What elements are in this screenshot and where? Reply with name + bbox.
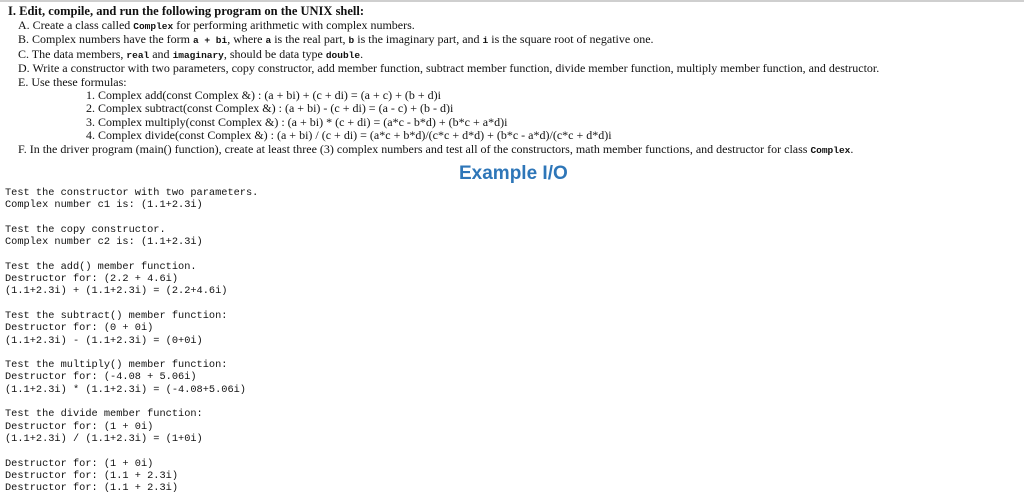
item-b-text-4: is the imaginary part, and bbox=[354, 32, 483, 47]
item-c-text-2: and bbox=[149, 46, 173, 61]
assignment-document bbox=[8, 4, 1008, 157]
io-line: (1.1+2.3i) + (1.1+2.3i) = (2.2+4.6i) bbox=[5, 285, 228, 298]
item-c-text-4: . bbox=[360, 46, 364, 61]
item-e: E. Use these formulas: bbox=[18, 74, 127, 89]
io-line: Destructor for: (1 + 0i) bbox=[5, 420, 154, 433]
io-line: (1.1+2.3i) * (1.1+2.3i) = (-4.08+5.06i) bbox=[5, 383, 246, 396]
item-c-code-1: real bbox=[126, 49, 150, 61]
item-f-code: Complex bbox=[810, 144, 851, 156]
io-line: Destructor for: (1 + 0i) bbox=[5, 457, 154, 470]
item-f-text-end: . bbox=[850, 141, 854, 156]
io-line: Test the divide member function: bbox=[5, 408, 203, 421]
item-a-code: Complex bbox=[133, 21, 174, 32]
item-b-code-3: b bbox=[348, 35, 355, 47]
io-spacer bbox=[5, 396, 258, 408]
item-c-code-2: imaginary bbox=[172, 49, 224, 61]
formula-subtract: 2. Complex subtract(const Complex &) : (a + bi) - (c + di) = (a - c) + (b - d)i bbox=[86, 101, 454, 116]
item-c-text-3: , should be data type bbox=[223, 46, 326, 61]
io-line: (1.1+2.3i) / (1.1+2.3i) = (1+0i) bbox=[5, 432, 203, 445]
io-spacer bbox=[5, 347, 258, 359]
item-b-text-3: is the real part, bbox=[271, 32, 349, 47]
io-line: Destructor for: (0 + 0i) bbox=[5, 322, 154, 335]
top-divider bbox=[0, 0, 1024, 2]
io-line: Destructor for: (2.2 + 4.6i) bbox=[5, 273, 179, 286]
io-line: (1.1+2.3i) - (1.1+2.3i) = (0+0i) bbox=[5, 334, 203, 347]
io-spacer bbox=[5, 248, 258, 260]
item-f-text: F. In the driver program (main() function), create at least three (3) complex numbers and test all of the constructors, math member functions, and destructor for class bbox=[18, 141, 811, 156]
io-spacer bbox=[5, 445, 258, 457]
assignment-title: I. Edit, compile, and run the following program on the UNIX shell: bbox=[8, 4, 365, 18]
io-line: Destructor for: (1.1 + 2.3i) bbox=[5, 469, 179, 482]
item-b-code-4: i bbox=[482, 35, 489, 47]
io-line: Complex number c1 is: (1.1+2.3i) bbox=[5, 199, 203, 212]
io-line: Destructor for: (1.1 + 2.3i) bbox=[5, 482, 179, 494]
item-b-text-2: , where bbox=[227, 32, 266, 47]
item-a-text-end: for performing arithmetic with complex numbers. bbox=[173, 18, 415, 32]
item-b-code-2: a bbox=[265, 35, 272, 47]
io-line: Test the copy constructor. bbox=[5, 223, 166, 236]
io-line: Test the multiply() member function: bbox=[5, 359, 228, 372]
example-io-output bbox=[5, 187, 258, 494]
item-c-code-3: double bbox=[325, 49, 361, 61]
io-line: Test the subtract() member function: bbox=[5, 309, 228, 322]
item-b-code-1: a + bi bbox=[192, 35, 228, 47]
io-line: Destructor for: (-4.08 + 5.06i) bbox=[5, 371, 197, 384]
item-b bbox=[18, 33, 1008, 47]
item-d: D. Write a constructor with two parameters, copy constructor, add member function, subtract member function, divide member function, multiply member function, and destructor. bbox=[18, 61, 880, 76]
example-io-heading: Example I/O bbox=[459, 163, 568, 184]
io-spacer bbox=[5, 212, 258, 224]
io-line: Test the constructor with two parameters. bbox=[5, 187, 259, 199]
item-c-text-1: C. The data members, bbox=[18, 46, 127, 61]
item-b-text-5: is the square root of negative one. bbox=[488, 32, 654, 47]
item-f bbox=[18, 143, 1008, 157]
io-line: Test the add() member function. bbox=[5, 260, 197, 273]
formula-add: 1. Complex add(const Complex &) : (a + bi) + (c + di) = (a + c) + (b + d)i bbox=[86, 88, 441, 103]
formula-divide: 4. Complex divide(const Complex &) : (a + bi) / (c + di) = (a*c + b*d)/(c*c + d*d) + (b*c - a*d)/(c*c + d*d)i bbox=[86, 128, 612, 143]
io-spacer bbox=[5, 298, 258, 310]
item-c bbox=[18, 48, 1008, 62]
item-a-text: A. Create a class called bbox=[18, 18, 134, 32]
io-line: Complex number c2 is: (1.1+2.3i) bbox=[5, 236, 203, 249]
formula-multiply: 3. Complex multiply(const Complex &) : (a + bi) * (c + di) = (a*c - b*d) + (b*c + a*d)i bbox=[86, 114, 508, 129]
item-a bbox=[18, 19, 1008, 33]
item-b-text-1: B. Complex numbers have the form bbox=[18, 32, 193, 47]
